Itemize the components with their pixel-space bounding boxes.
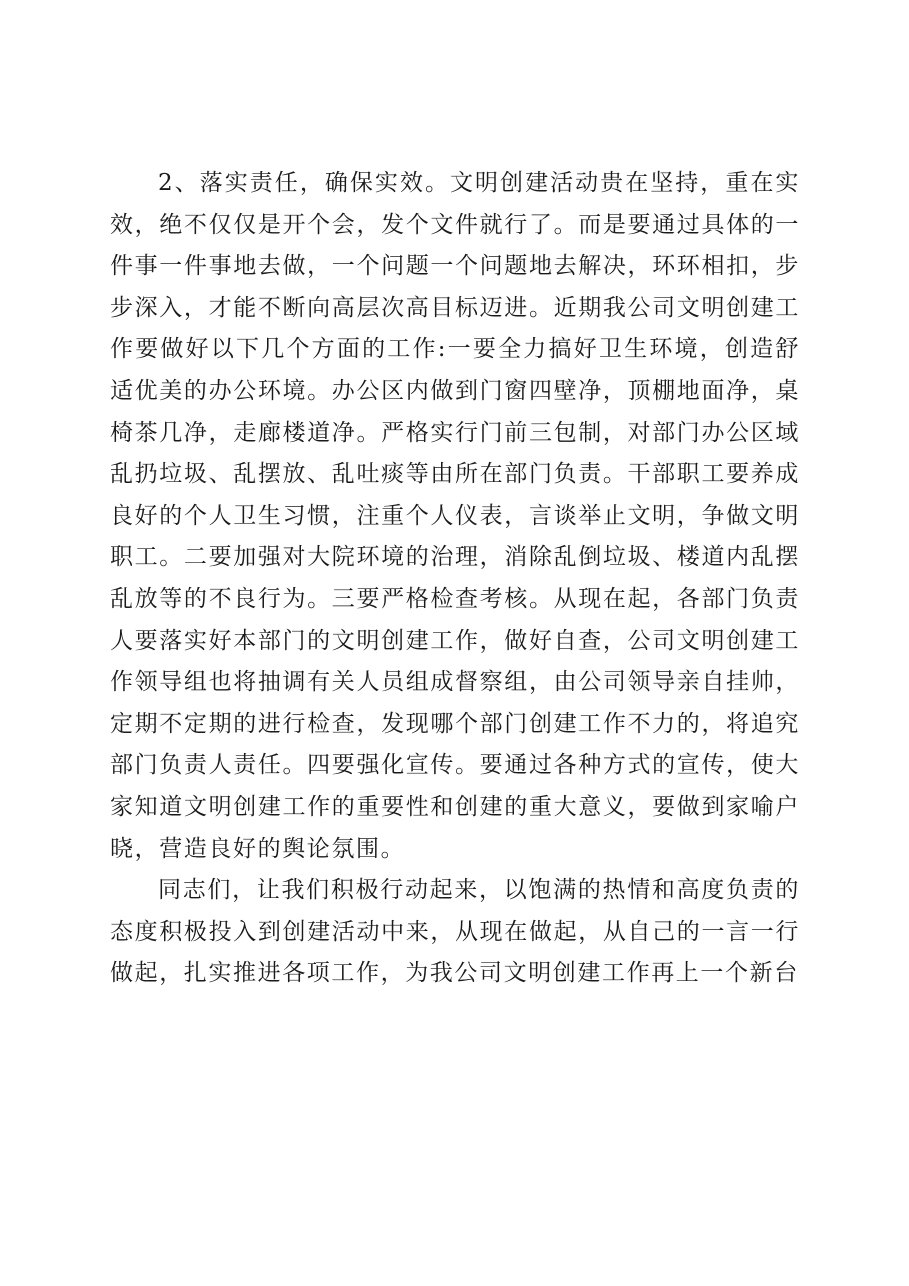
paragraph-call-to-action: 同志们，让我们积极行动起来，以饱满的热情和高度负责的态度积极投入到创建活动中来，从现在做起，从自己的一言一行做起，扎实推进各项工作，为我公司文明创建工作再上一个新台 bbox=[110, 877, 800, 987]
document-body bbox=[110, 163, 800, 995]
paragraph-responsibility: 2、落实责任，确保实效。文明创建活动贵在坚持，重在实效，绝不仅仅是开个会，发个文件就行了。而是要通过具体的一件事一件事地去做，一个问题一个问题地去解决，环环相扣，步步深入，才能不断向高层次高目标迈进。近期我公司文明创建工作要做好以下几个方面的工作:一要全力搞好卫生环境，创造舒适优美的办公环境。办公区内做到门窗四壁净，顶棚地面净，桌椅茶几净，走廊楼道净。严格实行门前三包制，对部门办公区域乱扔垃圾、乱摆放、乱吐痰等由所在部门负责。干部职工要养成良好的个人卫生习惯，注重个人仪表，言谈举止文明，争做文明职工。二要加强对大院环境的治理，消除乱倒垃圾、楼道内乱摆乱放等的不良行为。三要严格检查考核。从现在起，各部门负责人要落实好本部门的文明创建工作，做好自查，公司文明创建工作领导组也将抽调有关人员组成督察组，由公司领导亲自挂帅，定期不定期的进行检查，发现哪个部门创建工作不力的，将追究部门负责人责任。四要强化宣传。要通过各种方式的宣传，使大家知道文明创建工作的重要性和创建的重大意义，要做到家喻户晓，营造良好的舆论氛围。 bbox=[110, 170, 800, 862]
